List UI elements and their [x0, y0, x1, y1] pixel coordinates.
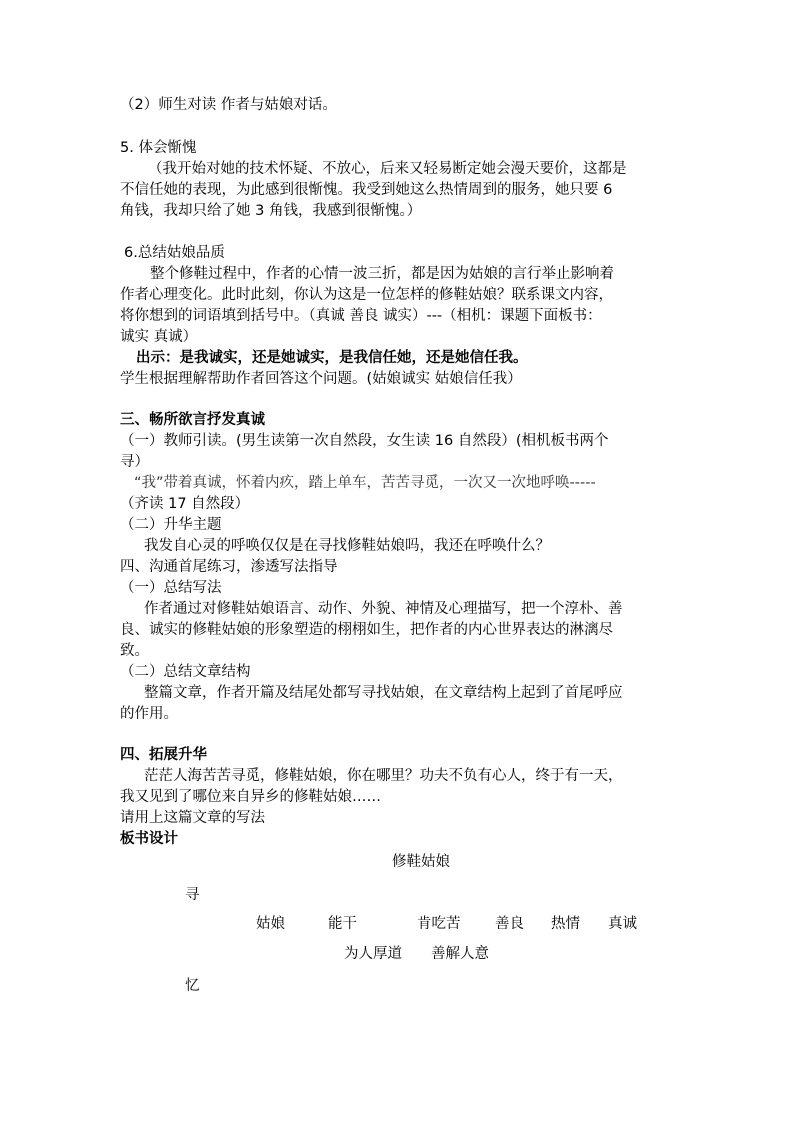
highlight-line: 出示：是我诚实，还是她诚实，是我信任她，还是她信任我。	[136, 350, 528, 366]
section-heading: 板书设计	[120, 831, 178, 847]
text-line: 角钱，我却只给了她 3 角钱，我感到很惭愧。）	[120, 203, 422, 219]
text-line: 整篇文章，作者开篇及结尾处都写寻找姑娘，在文章结构上起到了首尾呼应	[144, 685, 623, 701]
text-line: 良、诚实的修鞋姑娘的形象塑造的栩栩如生，把作者的内心世界表达的淋漓尽	[120, 622, 613, 638]
text-line: （2）师生对读 作者与姑娘对话。	[120, 97, 337, 113]
sub-heading: （二）升华主题	[120, 517, 222, 533]
text-line: 将你想到的词语填到括号中。（真诚 善良 诚实）---（相机：课题下面板书：	[120, 308, 602, 324]
text-line: 我发自心灵的呼唤仅仅是在寻找修鞋姑娘吗，我还在呼唤什么？	[144, 538, 550, 554]
text-line: 的作用。	[120, 706, 178, 722]
section-heading: 四、沟通首尾练习，渗透写法指导	[120, 559, 338, 575]
text-line: （一）教师引读。(男生读第一次自然段，女生读 16 自然段）(相机板书两个	[120, 433, 609, 449]
board-keyword-xun: 寻	[185, 887, 200, 903]
text-line: 诚实 真诚）	[120, 329, 198, 345]
text-line: 茫茫人海苦苦寻觅，修鞋姑娘，你在哪里？功夫不负有心人，终于有一天，	[144, 768, 623, 784]
text-line: 不信任她的表现，为此感到很惭愧。我受到她这么热情周到的服务，她只要 6	[120, 182, 613, 198]
text-line: 致。	[120, 643, 149, 659]
text-line: 请用上这篇文章的写法	[120, 810, 265, 826]
board-title: 修鞋姑娘	[392, 854, 450, 870]
board-keyword-understanding: 善解人意	[431, 946, 489, 962]
text-line: 作者心理变化。此时此刻，你认为这是一位怎样的修鞋姑娘？联系课文内容，	[120, 287, 613, 303]
section-heading: 三、畅所欲言抒发真诚	[120, 412, 265, 428]
text-line: 我又见到了哪位来自异乡的修鞋姑娘……	[120, 789, 381, 805]
board-keyword-generous: 为人厚道	[344, 946, 402, 962]
text-line: 整个修鞋过程中，作者的心情一波三折，都是因为姑娘的言行举止影响着	[150, 266, 614, 282]
text-line: （齐读 17 自然段）	[120, 496, 250, 512]
board-keyword-warm: 热情	[551, 916, 580, 932]
text-line: 作者通过对修鞋姑娘语言、动作、外貌、神情及心理描写，把一个淳朴、善	[144, 601, 623, 617]
board-keyword-yi: 忆	[185, 978, 200, 994]
text-line: 学生根据理解帮助作者回答这个问题。(姑娘诚实 姑娘信任我）	[120, 371, 522, 387]
board-keyword-girl: 姑娘	[256, 916, 285, 932]
section-heading: 6.总结姑娘品质	[124, 245, 225, 261]
text-line: 寻）	[120, 454, 149, 470]
board-keyword-capable: 能干	[328, 916, 357, 932]
section-heading: 四、拓展升华	[120, 747, 207, 763]
text-line: （我开始对她的技术怀疑、不放心，后来又轻易断定她会漫天要价，这都是	[148, 161, 627, 177]
sub-heading: （二）总结文章结构	[120, 664, 251, 680]
board-keyword-sincere: 真诚	[608, 916, 637, 932]
board-keyword-kind: 善良	[495, 916, 524, 932]
sub-heading: （一）总结写法	[120, 580, 222, 596]
section-heading: 5. 体会惭愧	[120, 140, 197, 156]
board-keyword-hardworking: 肯吃苦	[417, 916, 461, 932]
quote-line: “我”带着真诚，怀着内疚，踏上单车，苦苦寻觅，一次又一次地呼唤-----	[134, 475, 596, 491]
